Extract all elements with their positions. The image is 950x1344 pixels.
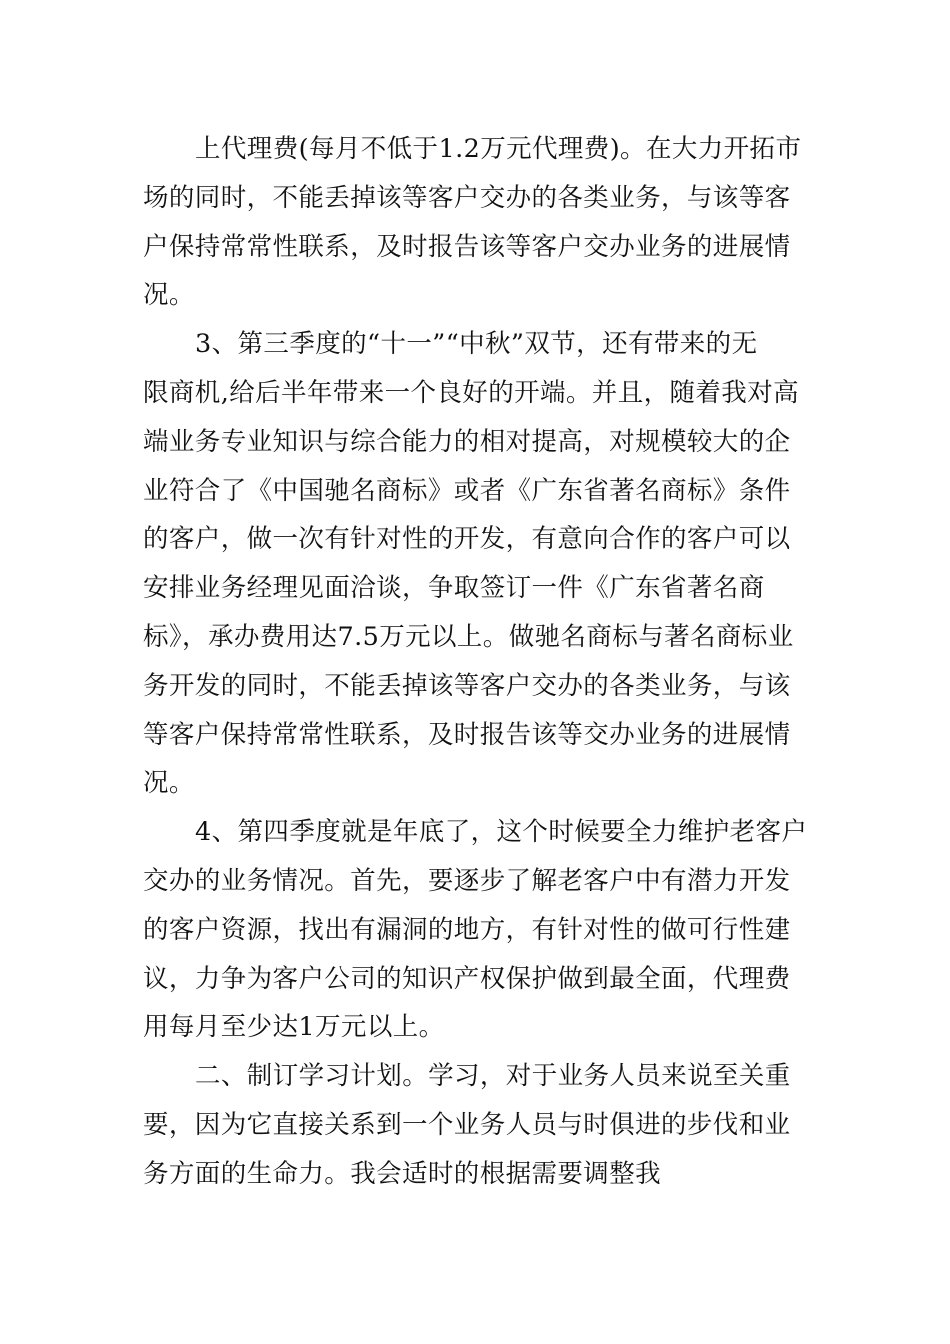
text-line: 的客户，做一次有针对性的开发，有意向合作的客户可以 [143,524,791,555]
text-line: 务方面的生命力。我会适时的根据需要调整我 [143,1158,662,1189]
paragraph-third-quarter [143,320,811,808]
text-line: 等客户保持常常性联系，及时报告该等交办业务的进展情 [143,719,791,750]
text-line: 要，因为它直接关系到一个业务人员与时俱进的步伐和业 [143,1109,791,1140]
text-line: 上代理费(每月不低于1.2万元代理费)。在大力开拓市 [195,134,802,164]
text-line: 4、第四季度就是年底了，这个时候要全力维护老客户 [195,817,808,848]
paragraph-agency-fee [143,125,811,320]
text-line: 况。 [143,280,195,311]
text-line: 务开发的同时，不能丢掉该等客户交办的各类业务，与该 [143,670,791,701]
text-line: 况。 [143,768,195,799]
text-line: 的客户资源，找出有漏洞的地方，有针对性的做可行性建 [143,914,791,945]
text-line: 二、制订学习计划。学习，对于业务人员来说至关重 [195,1061,791,1092]
text-line: 议，力争为客户公司的知识产权保护做到最全面，代理费 [143,963,791,994]
paragraph-fourth-quarter [143,808,811,1052]
text-line: 户保持常常性联系，及时报告该等客户交办业务的进展情 [143,231,791,262]
text-line: 限商机,给后半年带来一个良好的开端。并且，随着我对高 [143,377,800,408]
text-line: 端业务专业知识与综合能力的相对提高，对规模较大的企 [143,426,791,457]
text-line: 3、第三季度的“十一”“中秋”双节，还有带来的无 [195,329,758,360]
text-line: 交办的业务情况。首先，要逐步了解老客户中有潜力开发 [143,865,791,896]
text-line: 标》，承办费用达7.5万元以上。做驰名商标与著名商标业 [143,621,794,652]
document-body [143,125,811,1199]
text-line: 安排业务经理见面洽谈，争取签订一件《广东省著名商 [143,573,765,604]
text-line: 场的同时，不能丢掉该等客户交办的各类业务，与该等客 [143,182,791,213]
text-line: 业符合了《中国驰名商标》或者《广东省著名商标》条件 [143,475,791,506]
paragraph-study-plan [143,1052,811,1198]
text-line: 用每月至少达1万元以上。 [143,1012,445,1043]
